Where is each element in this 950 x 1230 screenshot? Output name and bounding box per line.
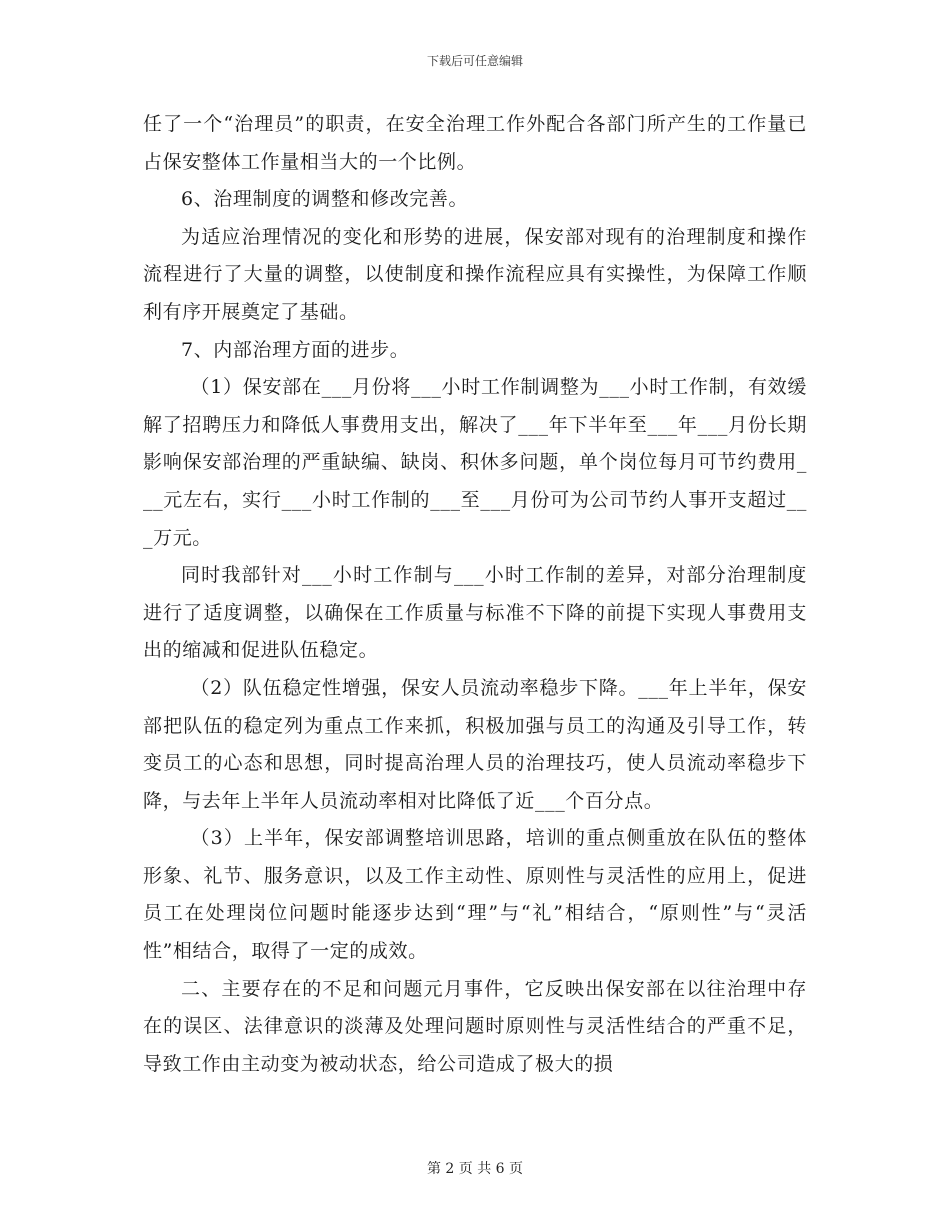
paragraph-item-2: （2）队伍稳定性增强，保安人员流动率稳步下降。___年上半年，保安部把队伍的稳定列为重点工作来抓，积极加强与员工的沟通及引导工作，转变员工的心态和思想，同时提高治理人员的治理技巧，使人员流动率稳步下降，与去年上半年人员流动率相对比降低了近___个百分点。 bbox=[143, 676, 807, 812]
paragraph-system-adjustment: 为适应治理情况的变化和形势的进展，保安部对现有的治理制度和操作流程进行了大量的调整，以使制度和操作流程应具有实操性，为保障工作顺利有序开展奠定了基础。 bbox=[143, 225, 807, 323]
paragraph-item-1: （1）保安部在___月份将___小时工作制调整为___小时工作制，有效缓解了招聘压力和降低人事费用支出，解决了___年下半年至___年___月份长期影响保安部治理的严重缺编、缺岗、积休多问题，单个岗位每月可节约费用___元左右，实行___小时工作制的___至___月份可为公司节约人事开支超过___万元。 bbox=[143, 376, 807, 549]
page-header-note: 下载后可任意编辑 bbox=[426, 54, 523, 68]
paragraph-section-2: 二、主要存在的不足和问题元月事件，它反映出保安部在以往治理中存在的误区、法律意识的淡薄及处理问题时原则性与灵活性结合的严重不足，导致工作由主动变为被动状态，给公司造成了极大的损 bbox=[143, 977, 807, 1075]
section-heading-6: 6、治理制度的调整和修改完善。 bbox=[181, 188, 469, 211]
paragraph-continuation: 任了一个“治理员”的职责，在安全治理工作外配合各部门所产生的工作量已占保安整体工作量相当大的一个比例。 bbox=[143, 113, 807, 173]
paragraph-item-1-followup: 同时我部针对___小时工作制与___小时工作制的差异，对部分治理制度进行了适度调整，以确保在工作质量与标准不下降的前提下实现人事费用支出的缩减和促进队伍稳定。 bbox=[143, 564, 807, 662]
paragraph-item-3: （3）上半年，保安部调整培训思路，培训的重点侧重放在队伍的整体形象、礼节、服务意识，以及工作主动性、原则性与灵活性的应用上，促进员工在处理岗位问题时能逐步达到“理”与“礼”相结合，“原则性”与“灵活性”相结合，取得了一定的成效。 bbox=[143, 827, 807, 963]
section-heading-7: 7、内部治理方面的进步。 bbox=[181, 338, 410, 361]
document-body bbox=[143, 106, 807, 1083]
page-number: 第 2 页 共 6 页 bbox=[426, 1161, 524, 1177]
